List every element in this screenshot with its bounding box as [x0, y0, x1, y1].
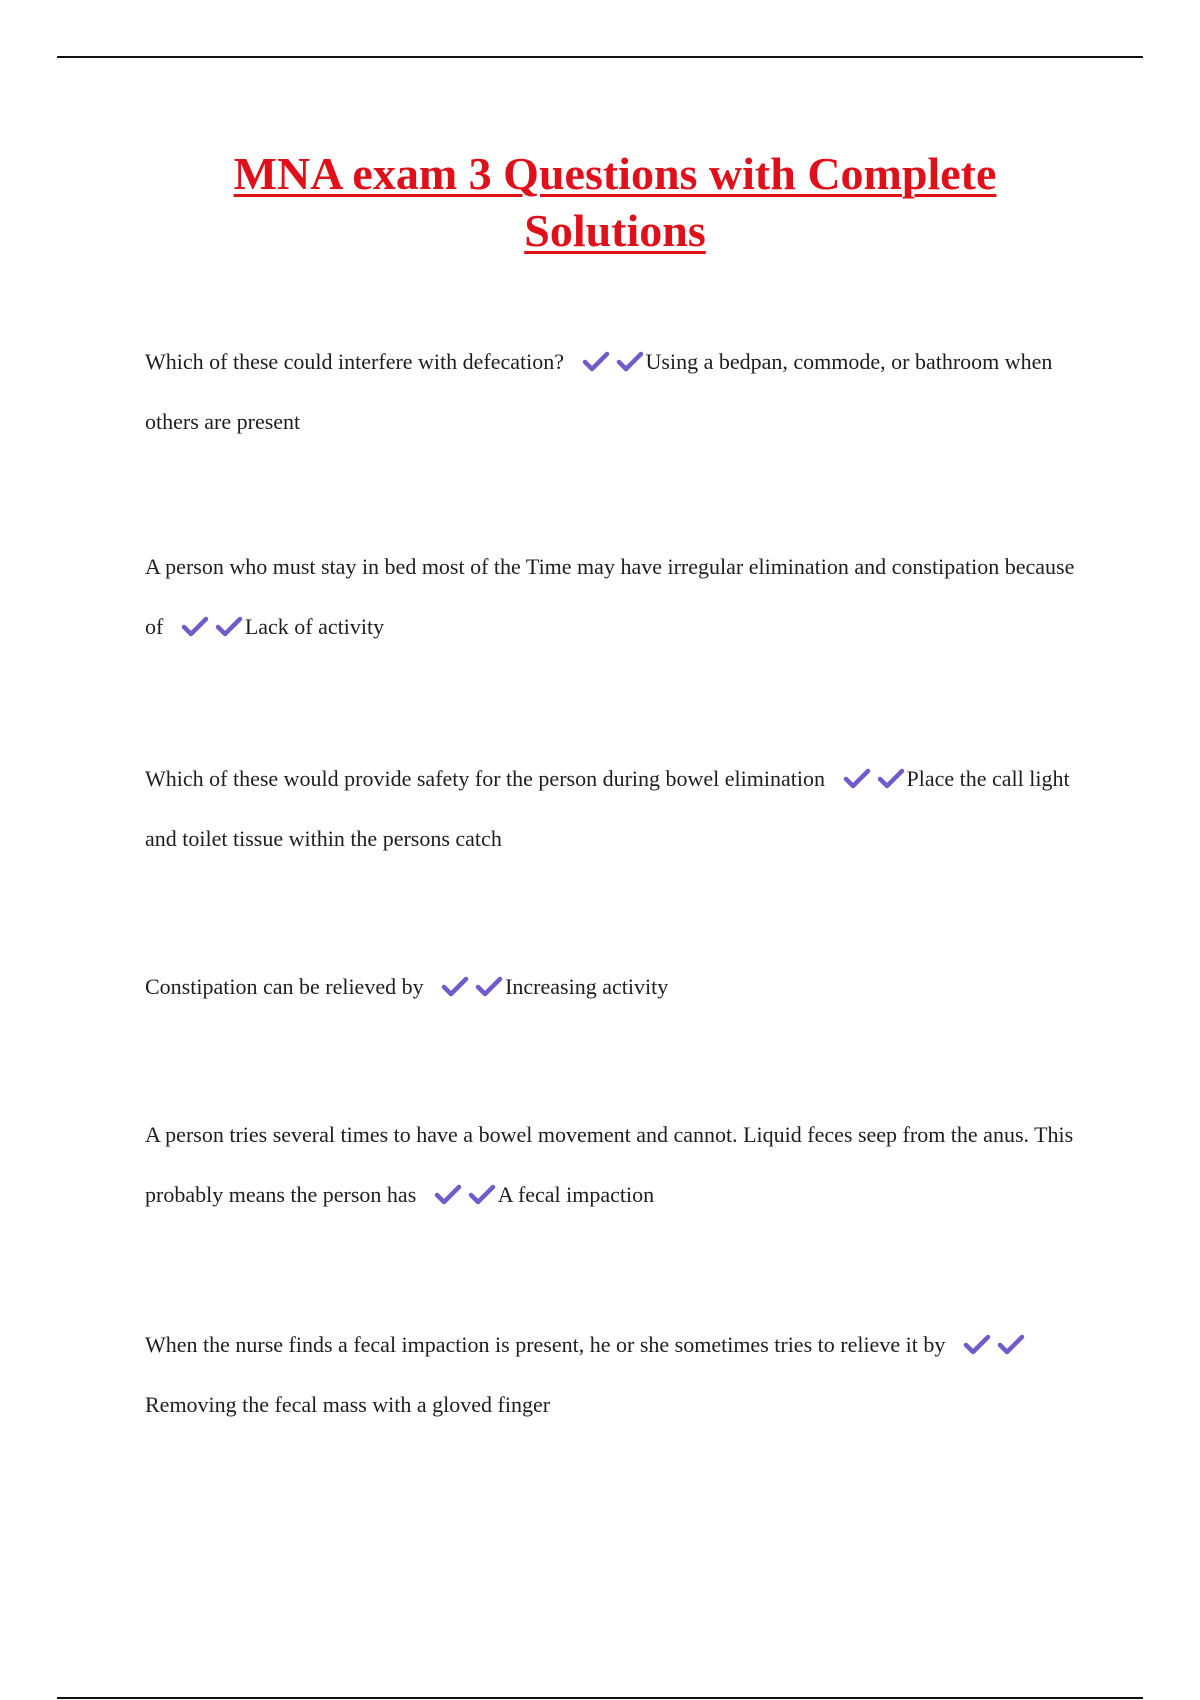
answer-text: Increasing activity	[505, 974, 669, 999]
qa-item-6	[145, 1315, 1090, 1435]
footer-rule	[57, 1697, 1143, 1699]
question-text: Which of these would provide safety for the person during bowel elimination	[145, 766, 831, 791]
question-text: Constipation can be relieved by	[145, 974, 430, 999]
check-icon	[963, 1332, 991, 1356]
check-icon	[877, 766, 905, 790]
check-icon	[215, 614, 243, 638]
qa-item-4	[145, 957, 1090, 1017]
page-title: MNA exam 3 Questions with Complete Solutions	[233, 148, 997, 256]
question-text: When the nurse finds a fecal impaction is present, he or she sometimes tries to relieve it by	[145, 1332, 951, 1357]
check-icon	[468, 1182, 496, 1206]
check-icon	[997, 1332, 1025, 1356]
qa-item-2	[145, 537, 1090, 657]
answer-text: A fecal impaction	[497, 1182, 655, 1207]
answer-text: Place the call light and toilet tissue within the persons catch	[145, 766, 1070, 851]
check-icon	[616, 349, 644, 373]
check-icon	[475, 974, 503, 998]
check-icon	[582, 349, 610, 373]
check-icon	[843, 766, 871, 790]
qa-item-1	[145, 332, 1090, 452]
qa-item-3	[145, 749, 1090, 869]
question-text: Which of these could interfere with defecation?	[145, 349, 570, 374]
check-icon	[181, 614, 209, 638]
check-icon	[434, 1182, 462, 1206]
question-text: A person who must stay in bed most of the Time may have irregular elimination and constipation because of	[145, 554, 1075, 639]
answer-text: Using a bedpan, commode, or bathroom when others are present	[145, 349, 1053, 434]
question-text: A person tries several times to have a bowel movement and cannot. Liquid feces seep from the anus. This probably means the person has	[145, 1122, 1074, 1207]
answer-text: Lack of activity	[244, 614, 385, 639]
qa-item-5	[145, 1105, 1090, 1225]
answer-text: Removing the fecal mass with a gloved finger	[145, 1392, 551, 1417]
header-rule	[57, 56, 1143, 58]
check-icon	[441, 974, 469, 998]
